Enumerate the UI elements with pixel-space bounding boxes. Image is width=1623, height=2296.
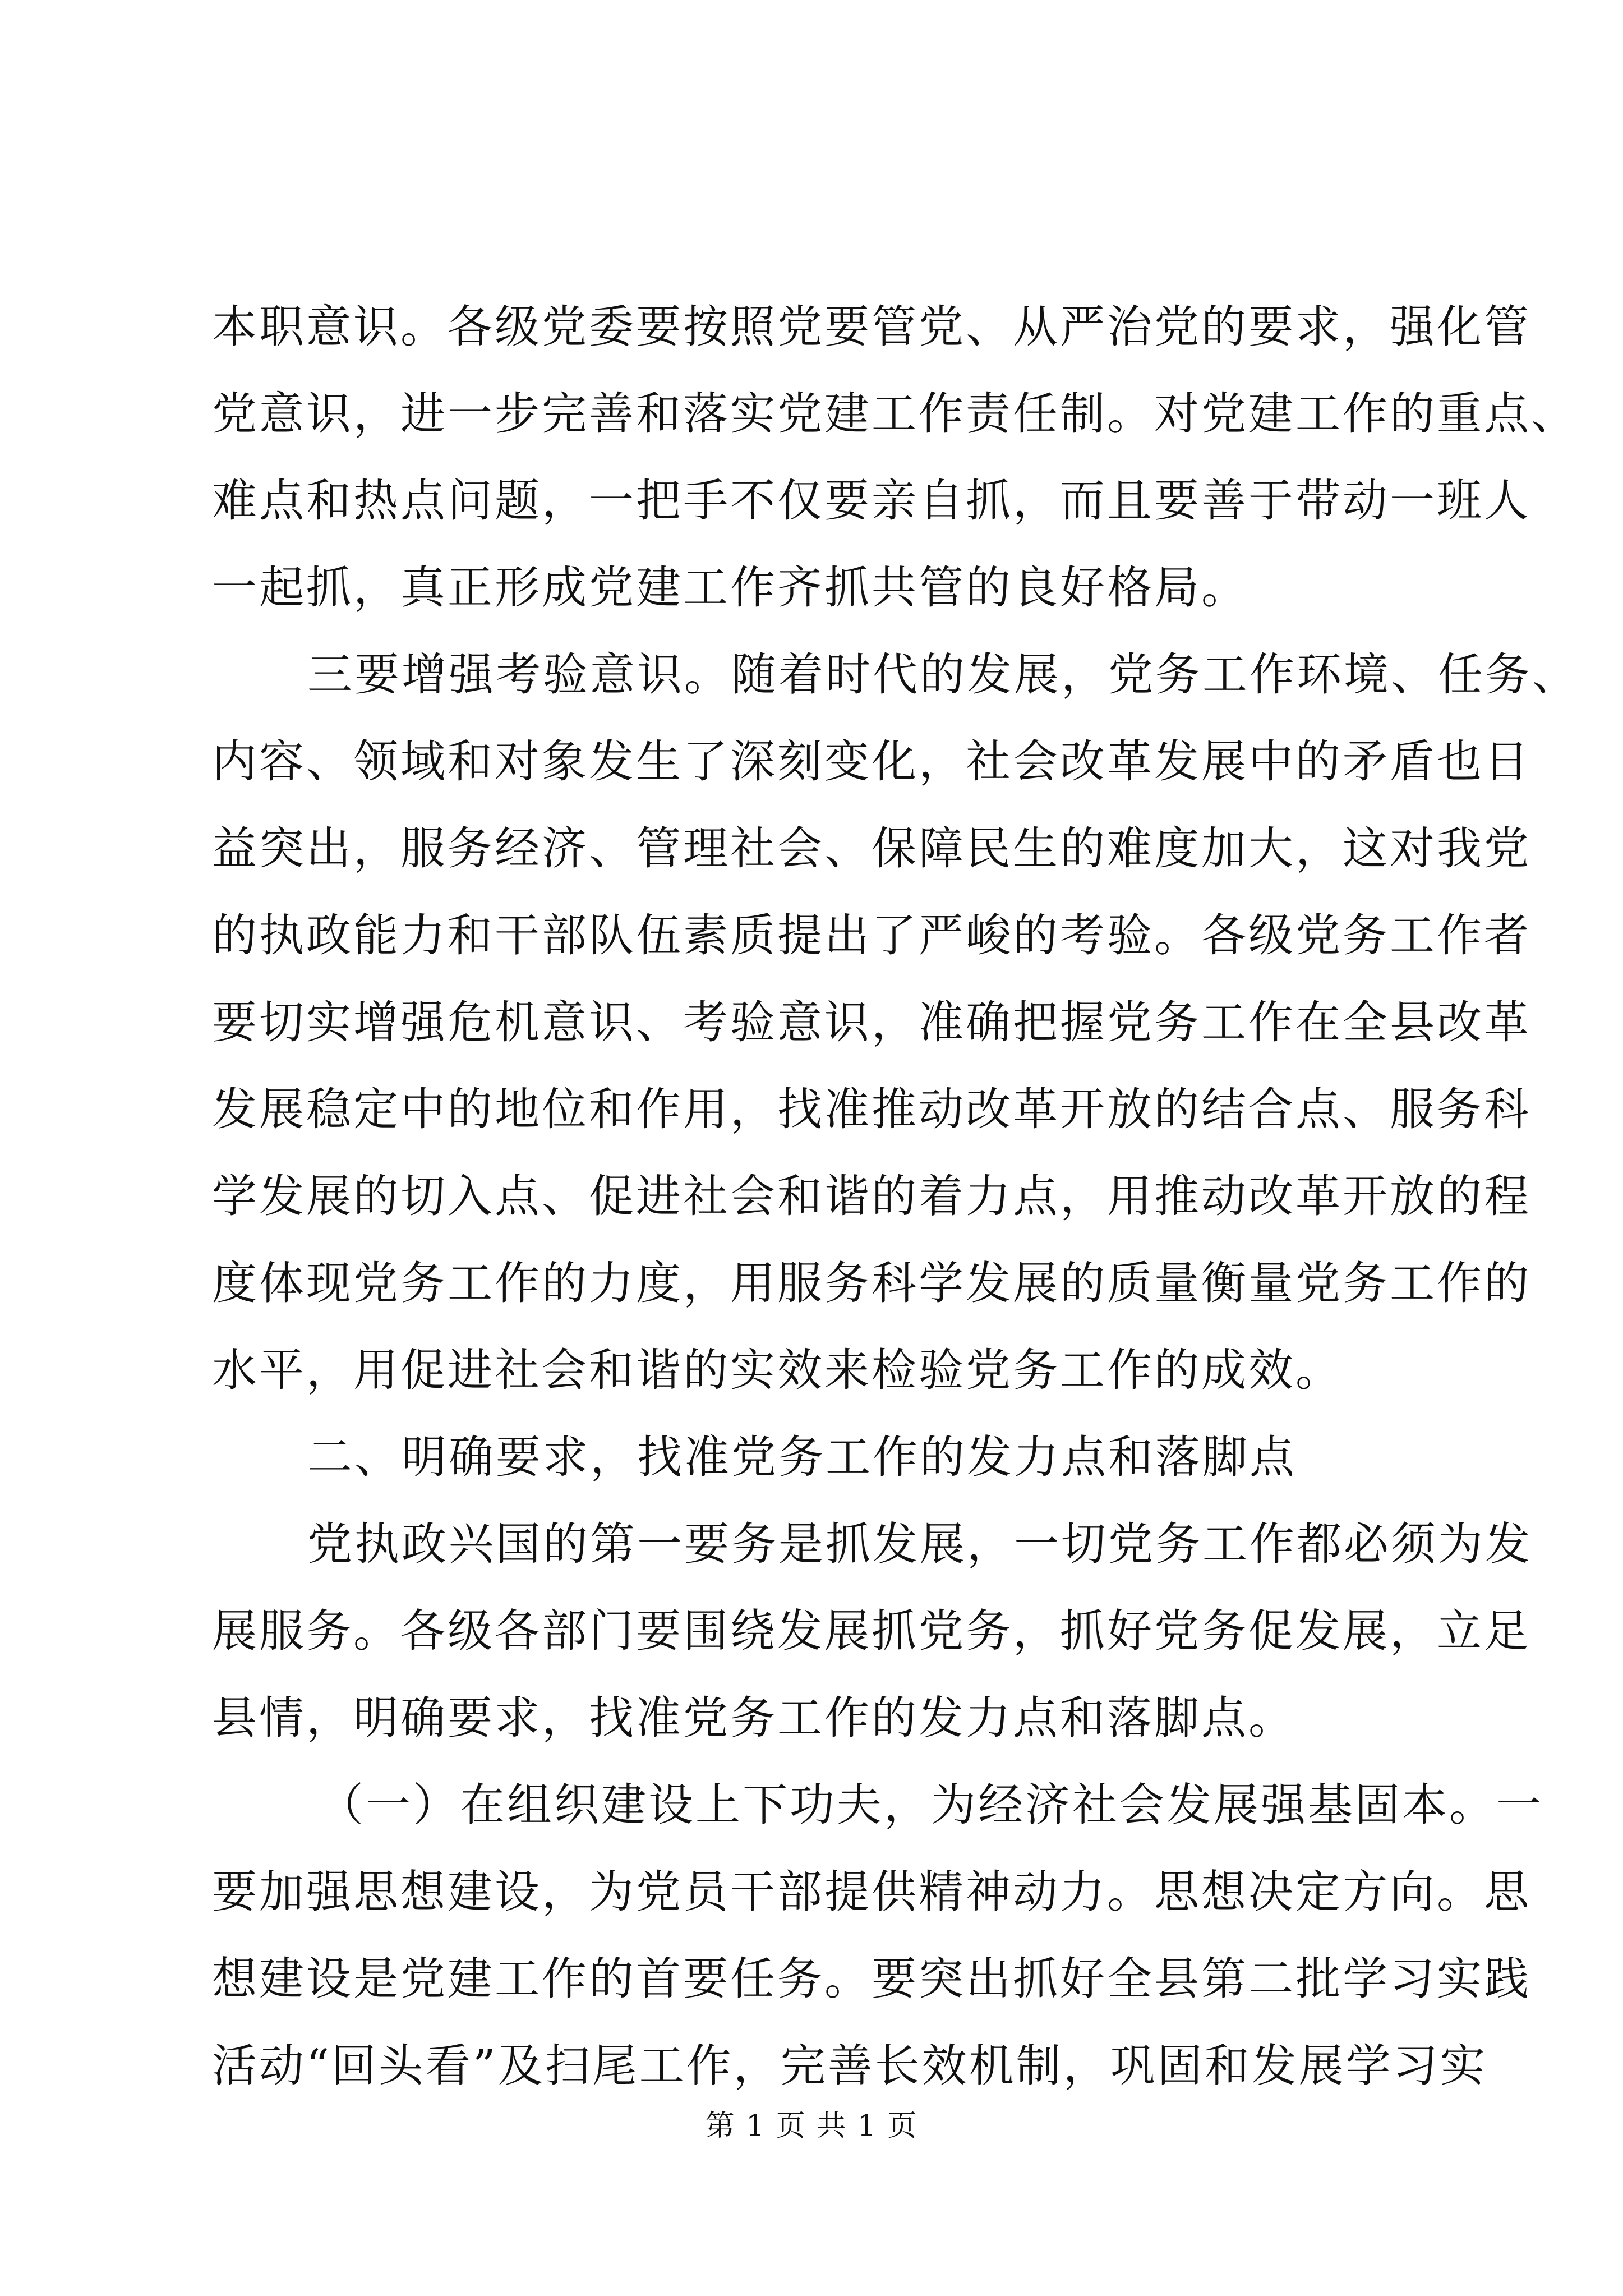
text-line: 水平，用促进社会和谐的实效来检验党务工作的成效。	[212, 1344, 1343, 1396]
document-body	[212, 283, 1579, 2109]
text-line: 度体现党务工作的力度，用服务科学发展的质量衡量党务工作的	[212, 1257, 1531, 1309]
text-line: 的执政能力和干部队伍素质提出了严峻的考验。各级党务工作者	[212, 909, 1531, 961]
text-line: 想建设是党建工作的首要任务。要突出抓好全县第二批学习实践	[212, 1953, 1531, 2005]
text-line: 学发展的切入点、促进社会和谐的着力点，用推动改革开放的程	[212, 1170, 1531, 1222]
text-line: 发展稳定中的地位和作用，找准推动改革开放的结合点、服务科	[212, 1083, 1531, 1135]
text-line: 县情，明确要求，找准党务工作的发力点和落脚点。	[212, 1692, 1295, 1744]
text-line: 内容、领域和对象发生了深刻变化，社会改革发展中的矛盾也日	[212, 735, 1531, 788]
section-heading: 二、明确要求，找准党务工作的发力点和落脚点	[307, 1431, 1297, 1483]
text-line: 难点和热点问题，一把手不仅要亲自抓，而且要善于带动一班人	[212, 475, 1531, 527]
text-line: 党意识，进一步完善和落实党建工作责任制。对党建工作的重点、	[212, 388, 1578, 440]
text-line: 本职意识。各级党委要按照党要管党、从严治党的要求，强化管	[212, 301, 1531, 353]
text-line: 要加强思想建设，为党员干部提供精神动力。思想决定方向。思	[212, 1866, 1531, 1918]
text-line: 活动“回头看”及扫尾工作，完善长效机制，巩固和发展学习实	[212, 2040, 1487, 2092]
paragraph-start-line: 党执政兴国的第一要务是抓发展，一切党务工作都必须为发	[307, 1518, 1532, 1570]
text-line: 展服务。各级各部门要围绕发展抓党务，抓好党务促发展，立足	[212, 1605, 1531, 1657]
page-number-footer: 第 1 页 共 1 页	[705, 2109, 918, 2143]
paragraph-start-line: （一）在组织建设上下功夫，为经济社会发展强基固本。一	[319, 1779, 1543, 1831]
paragraph-start-line: 三要增强考验意识。随着时代的发展，党务工作环境、任务、	[307, 648, 1579, 701]
text-line: 益突出，服务经济、管理社会、保障民生的难度加大，这对我党	[212, 822, 1531, 875]
text-line: 要切实增强危机意识、考验意识，准确把握党务工作在全县改革	[212, 996, 1531, 1048]
text-line: 一起抓，真正形成党建工作齐抓共管的良好格局。	[212, 562, 1248, 614]
